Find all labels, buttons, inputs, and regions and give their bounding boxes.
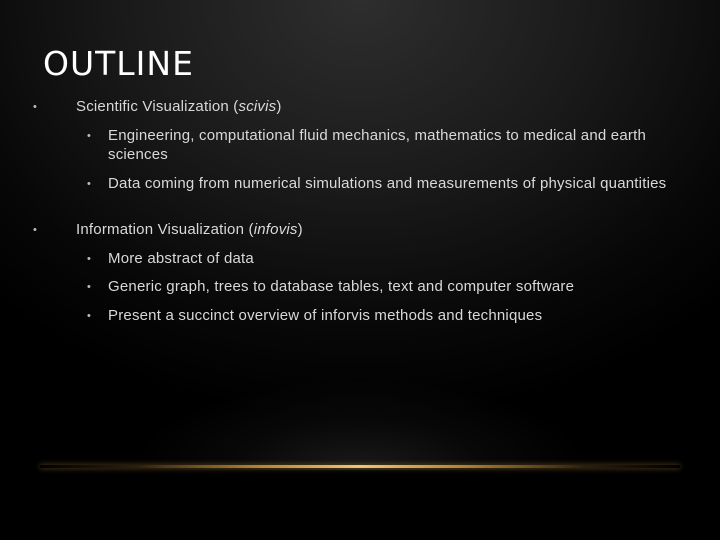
- outline-subitem: Generic graph, trees to database tables, text and computer software: [108, 278, 575, 295]
- outline-item-abbrev: scivis: [238, 98, 277, 115]
- outline-item-label: Scientific Visualization (: [76, 98, 239, 115]
- outline-item-label-end: ): [297, 221, 303, 238]
- bullet-icon: •: [87, 130, 91, 142]
- bullet-icon: •: [33, 224, 37, 236]
- bullet-icon: •: [87, 310, 91, 322]
- bullet-icon: •: [33, 101, 37, 113]
- outline-subitem: More abstract of data: [108, 250, 254, 267]
- accent-rule: [40, 465, 680, 468]
- outline-subitem: Engineering, computational fluid mechanics, mathematics to medical and earth sciences: [108, 127, 646, 163]
- stage-glow: [110, 380, 610, 470]
- outline-item-abbrev: infovis: [253, 221, 298, 238]
- outline-item-label-end: ): [276, 98, 282, 115]
- outline-item-label: Information Visualization (: [76, 221, 254, 238]
- bullet-icon: •: [87, 281, 91, 293]
- slide-title: OUTLINE: [43, 44, 194, 83]
- outline-item-infovis: [76, 221, 676, 240]
- outline-item-scivis: [76, 98, 676, 117]
- bullet-icon: •: [87, 178, 91, 190]
- outline-subitem: Data coming from numerical simulations and measurements of physical quantities: [108, 175, 667, 192]
- outline-subitem: Present a succinct overview of inforvis methods and techniques: [108, 307, 543, 324]
- bullet-icon: •: [87, 253, 91, 265]
